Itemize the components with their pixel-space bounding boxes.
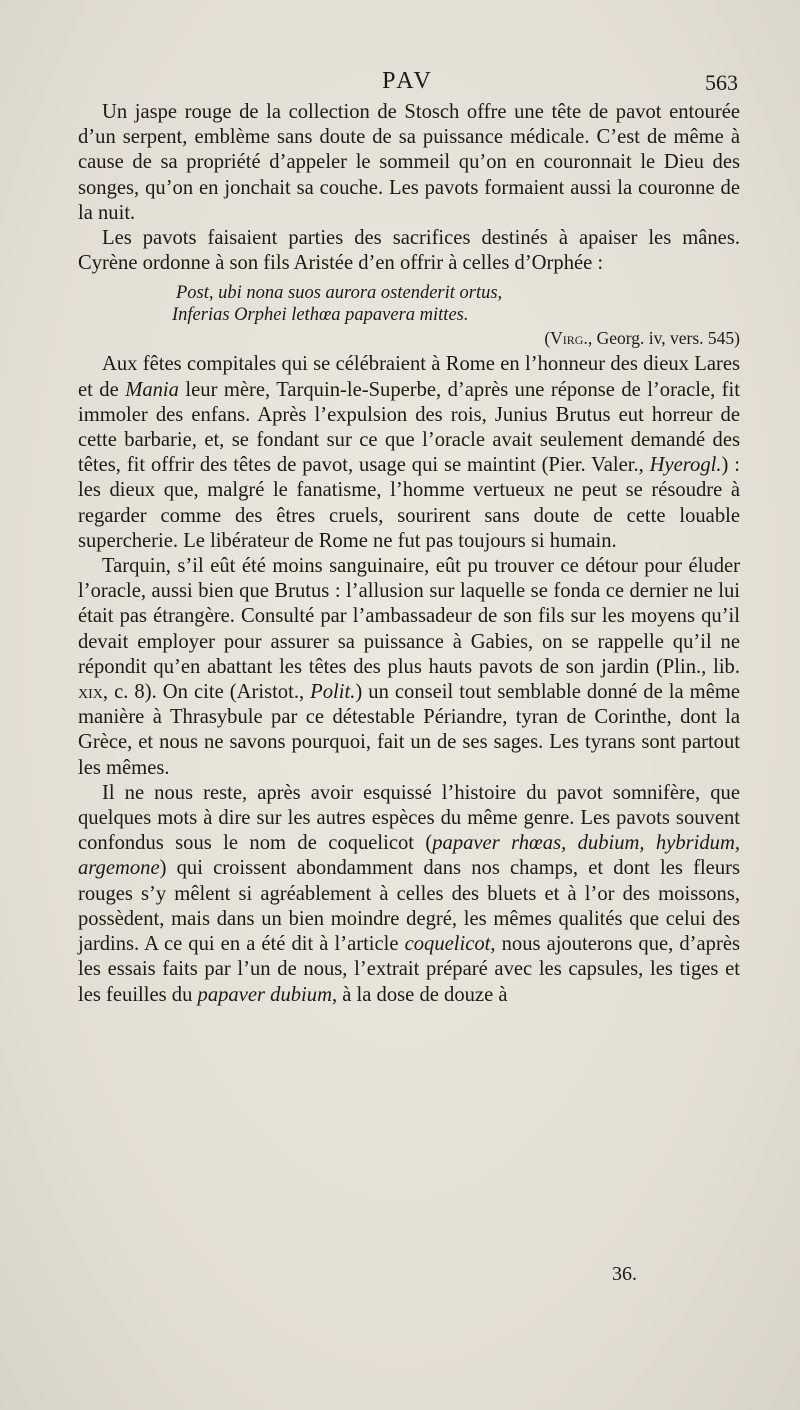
paragraph-5-text-b: ) qui croissent abondamment dans nos champs, et dont les fleurs rouges s’y mêlent si agréablement à celles des bluets et à l’or des moissons, possèdent, mais dans un bien moindre degré, les mêmes qualités que celui des jardins. A ce qui en a été dit à l’article <box>78 857 740 956</box>
paragraph-5-text-d: , à la dose de douze à <box>331 983 508 1006</box>
signature-mark: 36. <box>612 1263 637 1285</box>
paragraph-3 <box>78 352 740 554</box>
paragraph-4-text-a: Tarquin, s’il eût été moins sanguinaire, eût pu trouver ce détour pour éluder l’oracle, aussi bien que Brutus : l’allusion sur laquelle se fonda ce dernier ne lui était pas étrangère. Consulté par l’ambassadeur de son fils sur les moyens qu’il devait employer pour assurer sa puissance à Gabies, on se rappelle qu’il ne répondit qu’en abattant les têtes des plus hauts pavots de son jardin (Plin., lib. <box>78 555 740 678</box>
page-header <box>78 68 738 102</box>
paragraph-5 <box>78 781 740 1008</box>
polit-italic: Polit. <box>310 681 356 704</box>
papaver-dubium-italic: papaver dubium <box>197 983 332 1006</box>
citation-author: Virg. <box>550 328 588 349</box>
paragraph-3-text-c: ) : les dieux que, malgré le fanatisme, l’homme vertueux ne peut se résoudre à regarder comme des êtres cruels, sourirent sans doute de cette louable supercherie. Le libérateur de Rome ne fut pas toujours si humain. <box>78 454 740 552</box>
paragraph-5-text-c: , nous ajouterons que, d’après les essais faits par l’un de nous, l’extrait préparé avec les capsules, les tiges et les feuilles du <box>78 933 740 1006</box>
coquelicot-italic: coquelicot <box>404 933 491 956</box>
citation-reference: , Georg. iv, vers. 545) <box>587 328 740 349</box>
quote-citation: (Virg., Georg. iv, vers. 545) <box>544 328 740 349</box>
mania-italic: Mania <box>125 378 179 401</box>
body-text <box>78 100 740 1008</box>
quote-line-1: Post, ubi nona suos aurora ostenderit ortus, <box>176 283 503 304</box>
paragraph-5-text-a: Il ne nous reste, après avoir esquissé l’histoire du pavot somnifère, que quelques mots à dire sur les autres espèces du même genre. Les pavots souvent confondus sous le nom de coquelicot ( <box>78 781 740 855</box>
paragraph-1: Un jaspe rouge de la collection de Stosch offre une tête de pavot entourée d’un serpent, emblème sans doute de sa puissance médicale. C’est de même à cause de sa propriété d’appeler le sommeil qu’on en couronnait le Dieu des songes, qu’on en jonchait sa couche. Les pavots formaient aussi la couronne de la nuit. <box>78 101 740 224</box>
hyerogl-italic: Hyerogl. <box>649 454 722 477</box>
latin-quotation <box>172 282 740 326</box>
species-list-italic: papaver rhœas, dubium, hybridum, argemone <box>78 832 740 880</box>
paragraph-3-text-b: leur mère, Tarquin-le-Superbe, d’après une réponse de l’oracle, fit immoler des enfans. Après l’expulsion des rois, Junius Brutus eut horreur de cette barbarie, et, se fondant sur ce que l’oracle avait seulement demandé des têtes, fit offrir des têtes de pavot, usage qui se maintint (Pier. Valer., <box>78 378 740 477</box>
page-number: 563 <box>705 70 738 95</box>
paragraph-3-text-a: Aux fêtes compitales qui se célébraient à Rome en l’honneur des dieux Lares et de <box>78 353 740 401</box>
paragraph-4-text-b: , c. 8). On cite (Aristot., <box>102 681 311 704</box>
running-head: PAV <box>382 68 434 94</box>
paragraph-4-text-c: ) un conseil tout semblable donné de la même manière à Thrasybule par ce détestable Périandre, tyran de Corinthe, dont la Grèce, et nous ne savons pourquoi, fait un de ses sages. Les tyrans sont partout les mêmes. <box>78 681 740 779</box>
quote-line-2: Inferias Orphei lethœa papavera mittes. <box>172 305 469 326</box>
book-number: xix <box>78 681 103 704</box>
paragraph-2: Les pavots faisaient parties des sacrifices destinés à apaiser les mânes. Cyrène ordonne à son fils Aristée d’en offrir à celles d’Orphée : <box>78 227 740 275</box>
paragraph-4 <box>78 554 740 781</box>
